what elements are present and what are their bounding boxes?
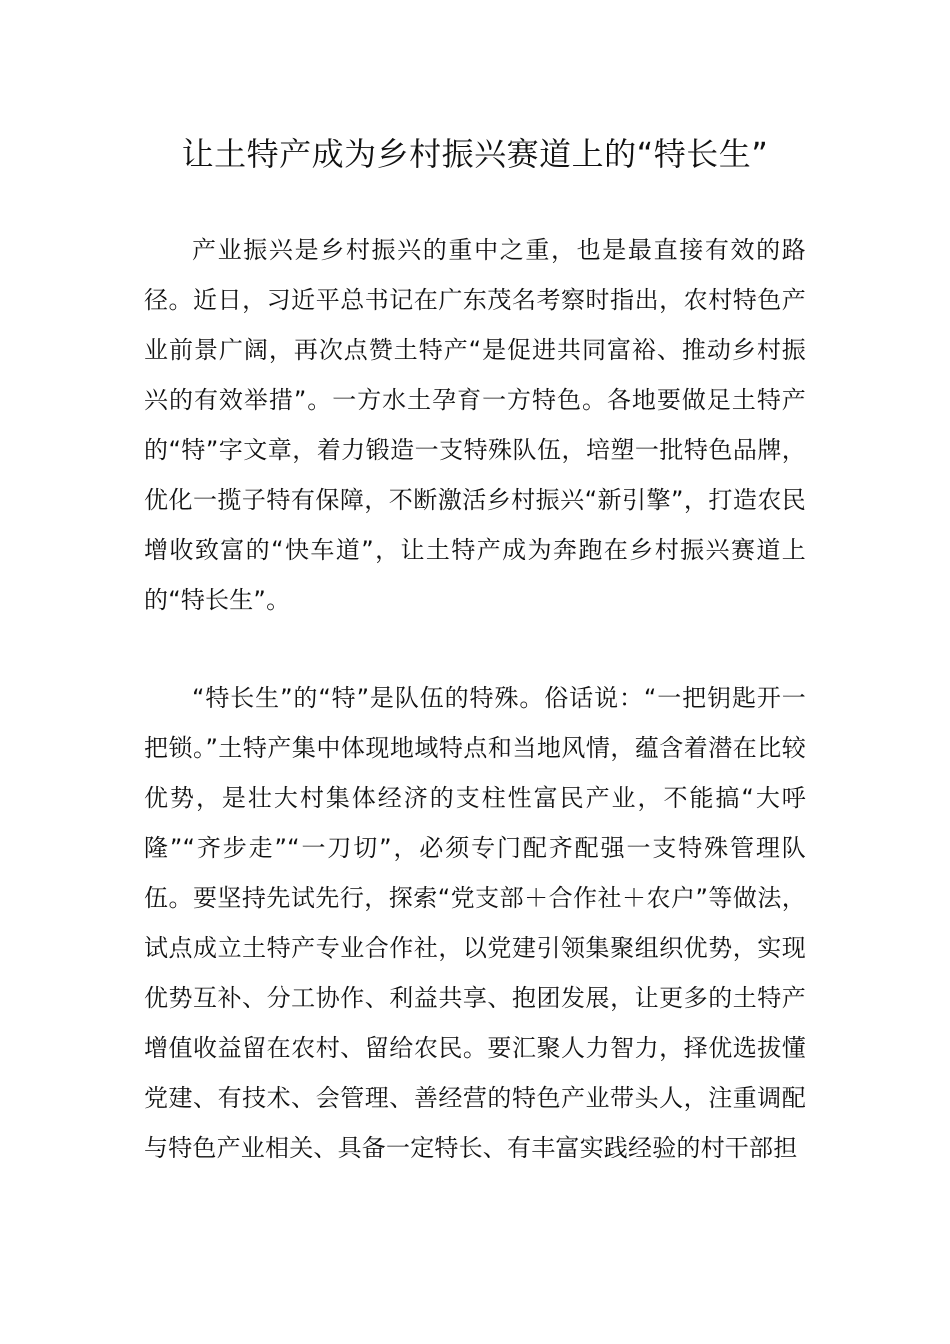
document-title: 让土特产成为乡村振兴赛道上的“特长生”	[181, 135, 769, 173]
body-paragraph-1: 产业振兴是乡村振兴的重中之重，也是最直接有效的路径。近日，习近平总书记在广东茂名考察时指出，农村特色产业前景广阔，再次点赞土特产“是促进共同富裕、推动乡村振兴的有效举措”。一方水土孕育一方特色。各地要做足土特产的“特”字文章，着力锻造一支特殊队伍，培塑一批特色品牌，优化一揽子特有保障，不断激活乡村振兴“新引擎”，打造农民增收致富的“快车道”，让土特产成为奔跑在乡村振兴赛道上的“特长生”。	[144, 236, 806, 614]
body-paragraph-2: “特长生”的“特”是队伍的特殊。俗话说：“一把钥匙开一把锁。”土特产集中体现地域特点和当地风情，蕴含着潜在比较优势，是壮大村集体经济的支柱性富民产业，不能搞“大呼隆”“齐步走”“一刀切”，必须专门配齐配强一支特殊管理队伍。要坚持先试先行，探索“党支部＋合作社＋农户”等做法，试点成立土特产专业合作社，以党建引领集聚组织优势，实现优势互补、分工协作、利益共享、抱团发展，让更多的土特产增值收益留在农村、留给农民。要汇聚人力智力，择优选拔懂党建、有技术、会管理、善经营的特色产业带头人，注重调配与特色产业相关、具备一定特长、有丰富实践经验的村干部担	[144, 684, 806, 1162]
